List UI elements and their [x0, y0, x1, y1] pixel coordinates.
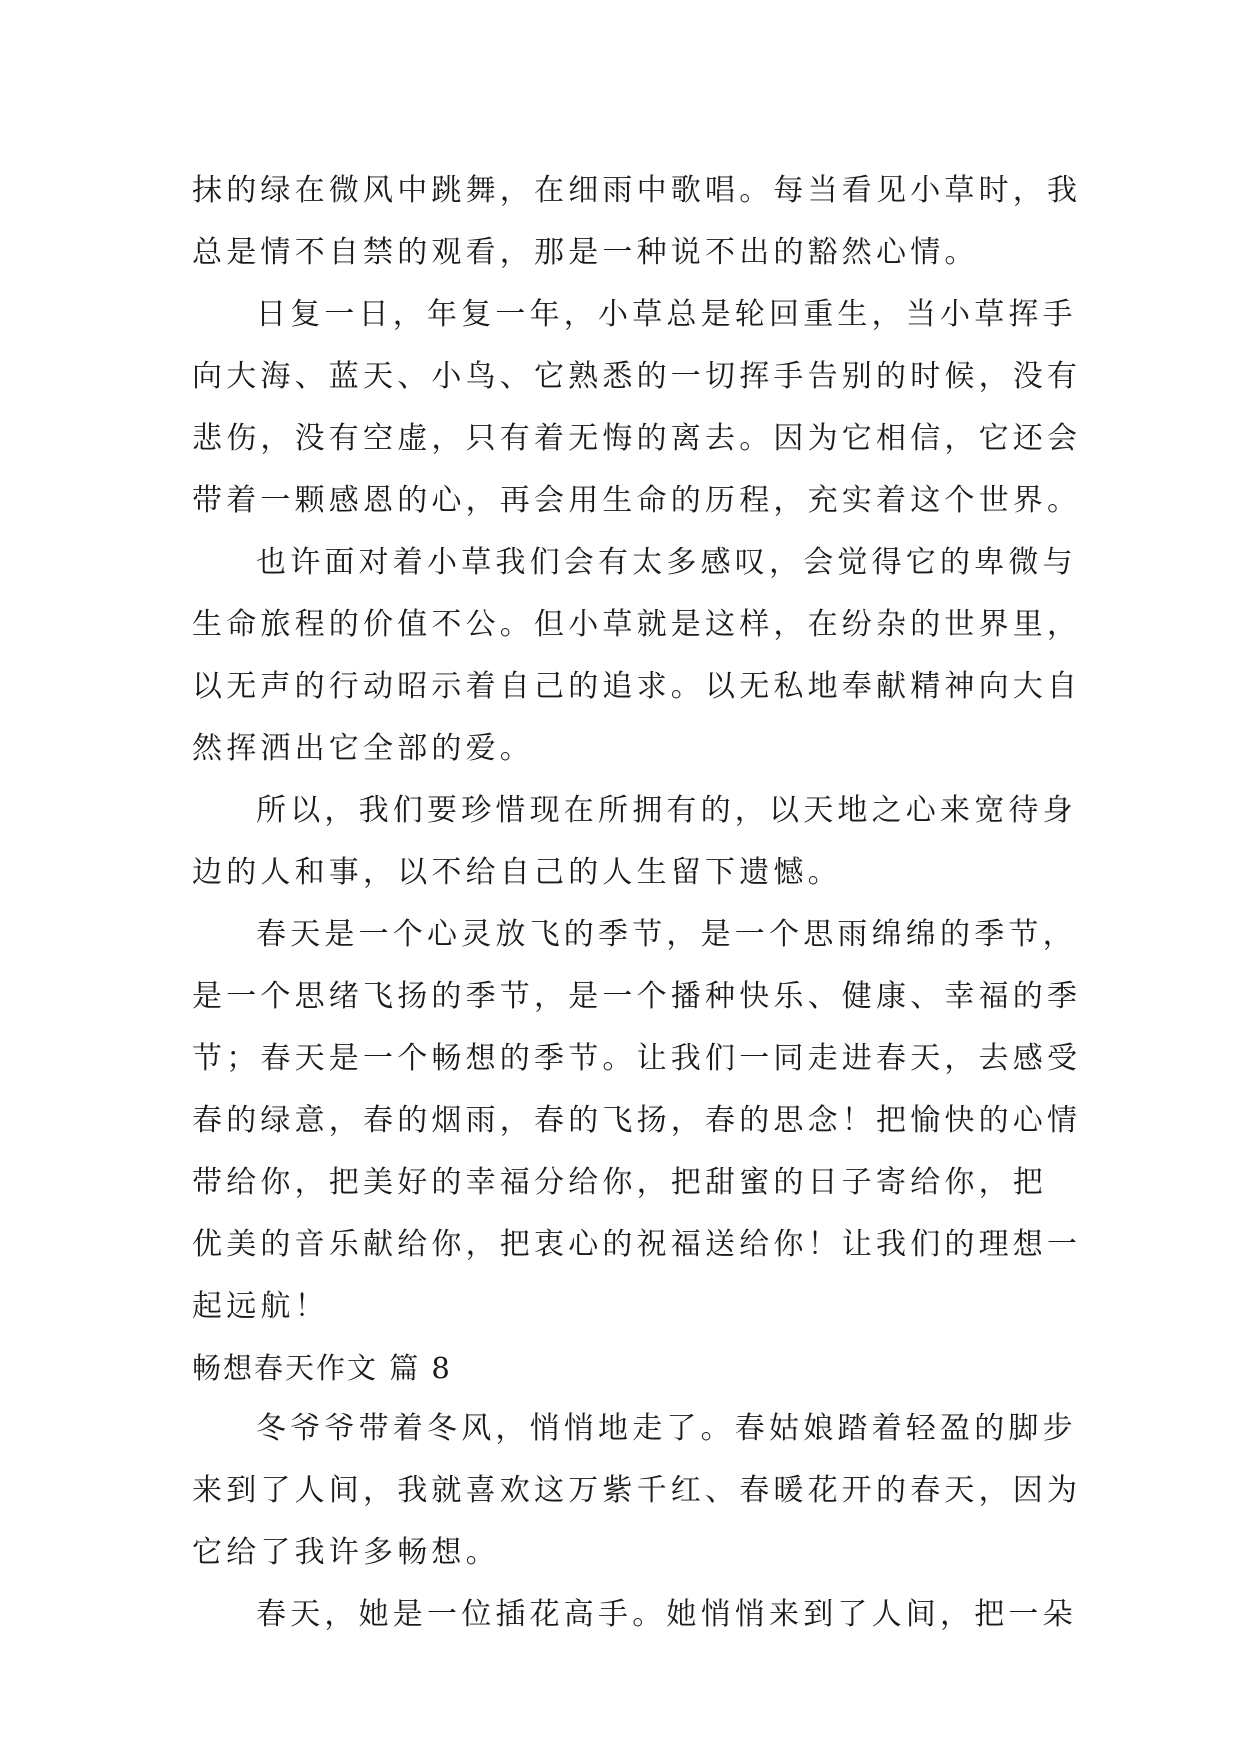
- text-line: 总是情不自禁的观看，那是一种说不出的豁然心情。: [192, 235, 979, 270]
- text-line: 也许面对着小草我们会有太多感叹，会觉得它的卑微与: [256, 545, 1077, 580]
- text-line: 是一个思绪飞扬的季节，是一个播种快乐、健康、幸福的季: [192, 979, 1082, 1014]
- text-line: 然挥洒出它全部的爱。: [192, 731, 534, 766]
- text-line: 悲伤，没有空虚，只有着无悔的离去。因为它相信，它还会: [192, 421, 1082, 456]
- text-line: 生命旅程的价值不公。但小草就是这样，在纷杂的世界里，: [192, 607, 1082, 642]
- text-line: 起远航！: [192, 1289, 329, 1324]
- text-line: 以无声的行动昭示着自己的追求。以无私地奉献精神向大自: [192, 669, 1082, 704]
- text-line: 冬爷爷带着冬风，悄悄地走了。春姑娘踏着轻盈的脚步: [256, 1411, 1077, 1446]
- text-line: 春天是一个心灵放飞的季节，是一个思雨绵绵的季节，: [256, 917, 1077, 952]
- text-line: 节；春天是一个畅想的季节。让我们一同走进春天，去感受: [192, 1041, 1082, 1076]
- text-line: 所以，我们要珍惜现在所拥有的，以天地之心来宽待身: [256, 793, 1077, 828]
- text-line: 来到了人间，我就喜欢这万紫千红、春暖花开的春天，因为: [192, 1473, 1082, 1508]
- text-line: 向大海、蓝天、小鸟、它熟悉的一切挥手告别的时候，没有: [192, 359, 1082, 394]
- text-line: 日复一日，年复一年，小草总是轮回重生，当小草挥手: [256, 297, 1077, 332]
- text-line: 带着一颗感恩的心，再会用生命的历程，充实着这个世界。: [192, 483, 1082, 518]
- text-line: 优美的音乐献给你，把衷心的祝福送给你！让我们的理想一: [192, 1227, 1082, 1262]
- document-body: [192, 160, 1082, 1646]
- essay-section-8: [192, 1398, 1082, 1646]
- text-line: 春天，她是一位插花高手。她悄悄来到了人间，把一朵: [256, 1597, 1077, 1632]
- section-heading: 畅想春天作文 篇 8: [192, 1351, 452, 1385]
- text-line: 它给了我许多畅想。: [192, 1535, 500, 1570]
- text-line: 带给你，把美好的幸福分给你，把甜蜜的日子寄给你，把: [192, 1165, 1047, 1200]
- essay-continuation: [192, 160, 1082, 1338]
- text-line: 抹的绿在微风中跳舞，在细雨中歌唱。每当看见小草时，我: [192, 173, 1082, 208]
- text-line: 边的人和事，以不给自己的人生留下遗憾。: [192, 855, 842, 890]
- text-line: 春的绿意，春的烟雨，春的飞扬，春的思念！把愉快的心情: [192, 1103, 1082, 1138]
